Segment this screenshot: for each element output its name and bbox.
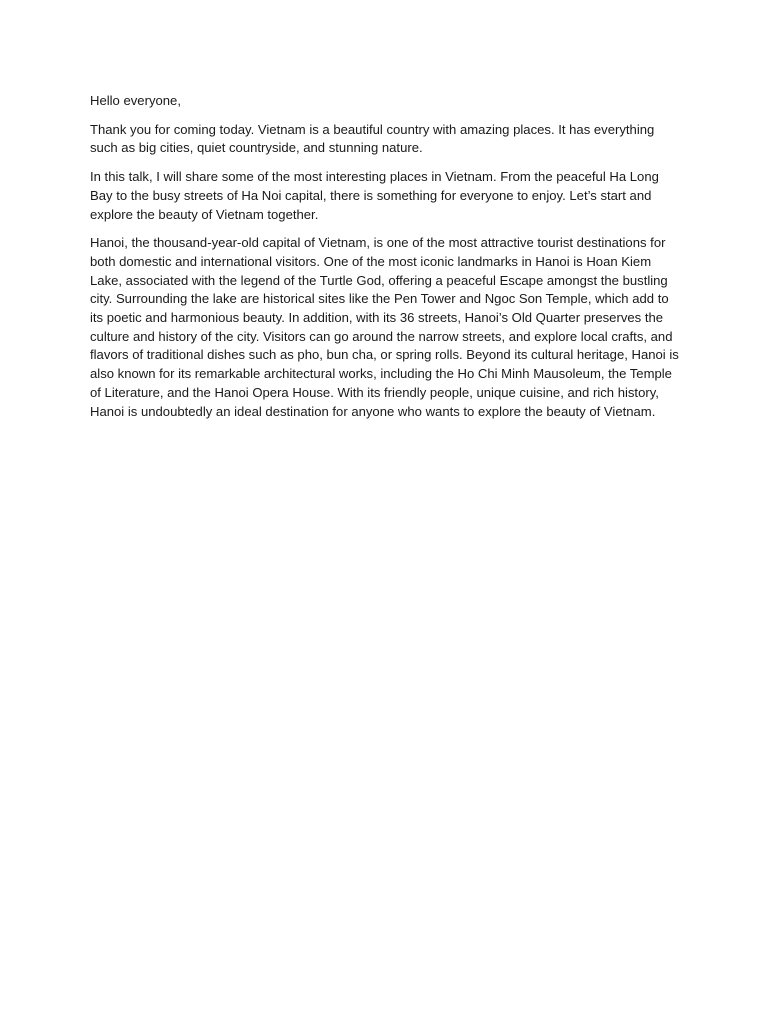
paragraph-talk-overview: In this talk, I will share some of the most interesting places in Vietnam. From the peaceful Ha Long Bay to the busy streets of Ha Noi capital, there is something for everyone to enjoy. Let’s start and explore the beauty of Vietnam together. (90, 169, 659, 222)
document-body (90, 92, 680, 431)
greeting-line: Hello everyone, (90, 93, 181, 108)
paragraph-intro: Thank you for coming today. Vietnam is a beautiful country with amazing places. It has everything such as big cities, quiet countryside, and stunning nature. (90, 121, 655, 156)
paragraph-hanoi: Hanoi, the thousand-year-old capital of Vietnam, is one of the most attractive tourist destinations for both domestic and international visitors. One of the most iconic landmarks in Hanoi is Hoan Kiem Lake, associated with the legend of the Turtle God, offering a peaceful Escape amongst the bustling city. Surrounding the lake are historical sites like the Pen Tower and Ngoc Son Temple, which add to its poetic and harmonious beauty. In addition, with its 36 streets, Hanoi’s Old Quarter preserves the culture and history of the city. Visitors can go around the narrow streets, and explore local crafts, and flavors of traditional dishes such as pho, bun cha, or spring rolls. Beyond its cultural heritage, Hanoi is also known for its remarkable architectural works, including the Ho Chi Minh Mausoleum, the Temple of Literature, and the Hanoi Opera House. With its friendly people, unique cuisine, and rich history, Hanoi is undoubtedly an ideal destination for anyone who wants to explore the beauty of Vietnam. (90, 235, 679, 419)
